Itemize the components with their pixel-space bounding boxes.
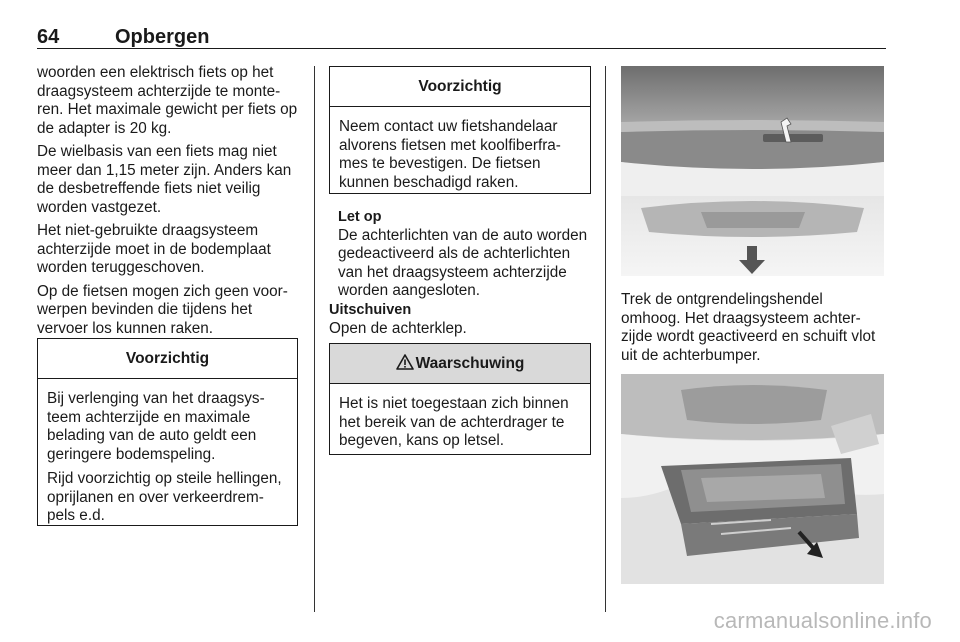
caution-title: Voorzichtig — [38, 339, 297, 379]
warning-header — [330, 344, 590, 384]
paragraph: Het niet-gebruikte draagsysteem achterzijde moet in de bodemplaat worden teruggeschoven. — [37, 222, 271, 276]
caution-text: Bij verlenging van het draagsys-teem achterzijde en maximale belading van de auto geldt een geringere bodemspeling. — [47, 390, 265, 463]
paragraph: De wielbasis van een fiets mag niet meer dan 1,15 meter zijn. Anders kan de desbetreffende fiets niet veilig worden vastgezet. — [37, 143, 292, 216]
warning-text: Het is niet toegestaan zich binnen het bereik van de achterdrager te begeven, kans op letsel. — [339, 395, 569, 449]
section-title: Opbergen — [115, 26, 210, 48]
page-header — [37, 20, 886, 49]
caution-box — [37, 338, 298, 526]
column-left — [37, 64, 299, 343]
caution-title: Voorzichtig — [330, 67, 590, 107]
warning-triangle-icon — [396, 354, 414, 370]
caption-text: Trek de ontgrendelingshendel omhoog. Het draagsysteem achter-zijde wordt geactiveerd en schuift vlot uit de achterbumper. — [621, 291, 876, 364]
caution-text: Rijd voorzichtig op steile hellingen, oprijlanen en over verkeerdrem-pels e.d. — [47, 470, 282, 524]
note-title: Let op — [338, 209, 382, 225]
figure-caption — [621, 291, 886, 365]
watermark: carmanualsonline.info — [713, 608, 932, 633]
note-block — [338, 208, 590, 301]
instruction-text: Open de achterklep. — [329, 319, 467, 337]
figure-release-lever — [621, 66, 884, 276]
caution-box — [329, 66, 591, 194]
note-text: De achterlichten van de auto worden gedeactiveerd als de achterlichten van het draagsysteem achterzijde worden aangesloten. — [338, 226, 588, 299]
caution-text: Neem contact uw fietshandelaar alvorens fietsen met koolfiberfra-mes te bevestigen. De fietsen kunnen beschadigd raken. — [339, 118, 561, 191]
subheading: Uitschuiven — [329, 302, 412, 318]
paragraph: Op de fietsen mogen zich geen voor-werpen bevinden die tijdens het vervoer los kunnen raken. — [37, 282, 288, 337]
paragraph: woorden een elektrisch fiets op het draagsysteem achterzijde te monte-ren. Het maximale gewicht per fiets op de adapter is 20 kg. — [37, 64, 298, 137]
page-number: 64 — [37, 26, 60, 48]
column-divider — [605, 66, 606, 612]
figure-carrier-extended — [621, 374, 884, 584]
warning-title: Waarschuwing — [415, 355, 525, 372]
warning-box — [329, 343, 591, 455]
procedure-block — [329, 301, 591, 338]
column-divider — [314, 66, 315, 612]
